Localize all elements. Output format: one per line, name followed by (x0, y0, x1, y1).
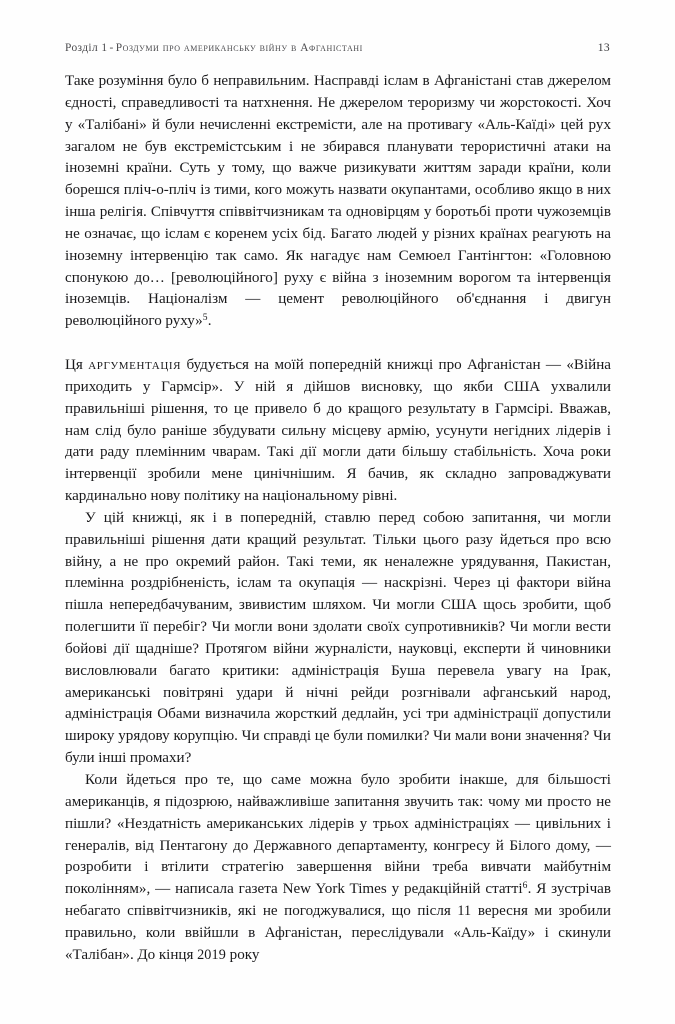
chapter-title: Роздуми про американську війну в Афганістані (115, 42, 363, 54)
paragraph-4-text-part-2: . Я зустрічав небагато співвітчизників, які не погоджувалися, що після (65, 881, 612, 920)
paragraph-2-leadin: Ця (65, 356, 89, 373)
running-head (65, 42, 610, 60)
footnote-marker-6: 6 (522, 880, 528, 892)
paragraph-4-text-part-3: вересня ми зробили правильно, коли ввійшли в Афганістан, переслідували «Аль-Каїду» і скинули «Талібан». До кінця (65, 903, 611, 963)
page-number: 13 (597, 41, 610, 54)
paragraph-2 (65, 355, 611, 508)
paragraph-2-text: будується на моїй попередній книжці про Афганістан — «Війна приходить у Гармсір». У ній я дійшов висновку, що якби США ухвалили правильніші рішення, то це привело б до кращого результату в Гармсірі. Вважав, нам слід було раніше збудувати сильну місцеву армію, усунути негідних лідерів і дати раду племінним чварам. Такі дії могли дати більшу стабільність. Хоча роки інтервенції зробили мене цинічнішим. Я бачив, як складно запроваджувати кардинально нову політику на національному рівні. (65, 356, 611, 505)
paragraph-4-text-part-1: Коли йдеться про те, що саме можна було зробити інакше, для більшості американців, я підозрюю, найважливіше запитання звучить так: чому ми просто не пішли? «Нездатність американських лідерів у трьох адміністраціях — цивільних і генералів, від Пентагону до Державного департаменту, конгресу й Білого дому, — розробити і втілити стратегію завершення війни треба вивчати майбутнім поколінням», — написала газета New York Times у редакційній статті (65, 772, 611, 898)
running-head-separator: - (109, 42, 114, 54)
paragraph-3-text: У цій книжці, як і в попередній, ставлю перед собою запитання, чи могли правильніші рішення дати кращий результат. Тільки цього разу йдеться про всю війну, а не про окремий район. Такі теми, як неналежне урядування, Пакистан, племінна роздрібненість, іслам та окупація — наскрізні. Через ці фактори війна пішла непередбачуваним, звивистим шляхом. Чи могли США щось зробити, щоб полегшити її перебіг? Чи могли вони здолати своїх супротивників? Чи могли вести бойові дії щадніше? Протягом війни журналісти, науковці, експерти й чиновники висловлювали багато критики: адміністрація Буша перевела увагу на Ірак, американські повітряні удари й нічні рейди розгнівали афганський народ, адміністрація Обами визначила жорсткий дедлайн, усі три адміністрації допустили широку урядову корупцію. Чи справді це були помилки? Чи мали вони значення? Чи були інші промахи? (65, 509, 611, 767)
paragraph-2-smallcaps-leadin: аргументація (88, 356, 182, 373)
paragraph-4-text-part-4: року (226, 946, 260, 963)
year-value: 2019 (197, 946, 227, 963)
date-day: 11 (457, 903, 472, 920)
paragraph-3 (65, 508, 611, 770)
paragraph-4 (65, 770, 611, 967)
footnote-marker-5: 5 (202, 312, 208, 324)
running-head-title (65, 43, 363, 54)
body-text-block (65, 71, 611, 967)
paragraph-1-text: Таке розуміння було б неправильним. Насправді іслам в Афганістані став джерелом єдності, справедливості та натхнення. Не джерелом тероризму чи жорстокості. Хоч у «Талібані» й були нечисленні екстремісти, але на противагу «Аль-Каїді» цей рух загалом не був екстремістським і не збирався планувати терористичні атаки на іноземні країни. Суть у тому, що важче ризикувати життям заради країни, коли борешся пліч-о-пліч із тими, кого можуть назвати окупантами, особливо якщо в них інша релігія. Співчуття співвітчизникам та одновірцям у боротьбі проти чужоземців не означає, що іслам є коренем усіх бід. Багато людей у різних країнах реагують на іноземну інтервенцію так само. Як нагадує нам Семюел Гантінгтон: «Головною спонукою до… [революційного] руху є війна з іноземним ворогом та інтервенція іноземців. Націоналізм — цемент революційного об'єднання і двигун революційного руху» (65, 73, 611, 330)
paragraph-1 (65, 71, 611, 333)
chapter-label: Розділ 1 (65, 42, 108, 54)
paragraph-1-tail: . (207, 313, 212, 330)
